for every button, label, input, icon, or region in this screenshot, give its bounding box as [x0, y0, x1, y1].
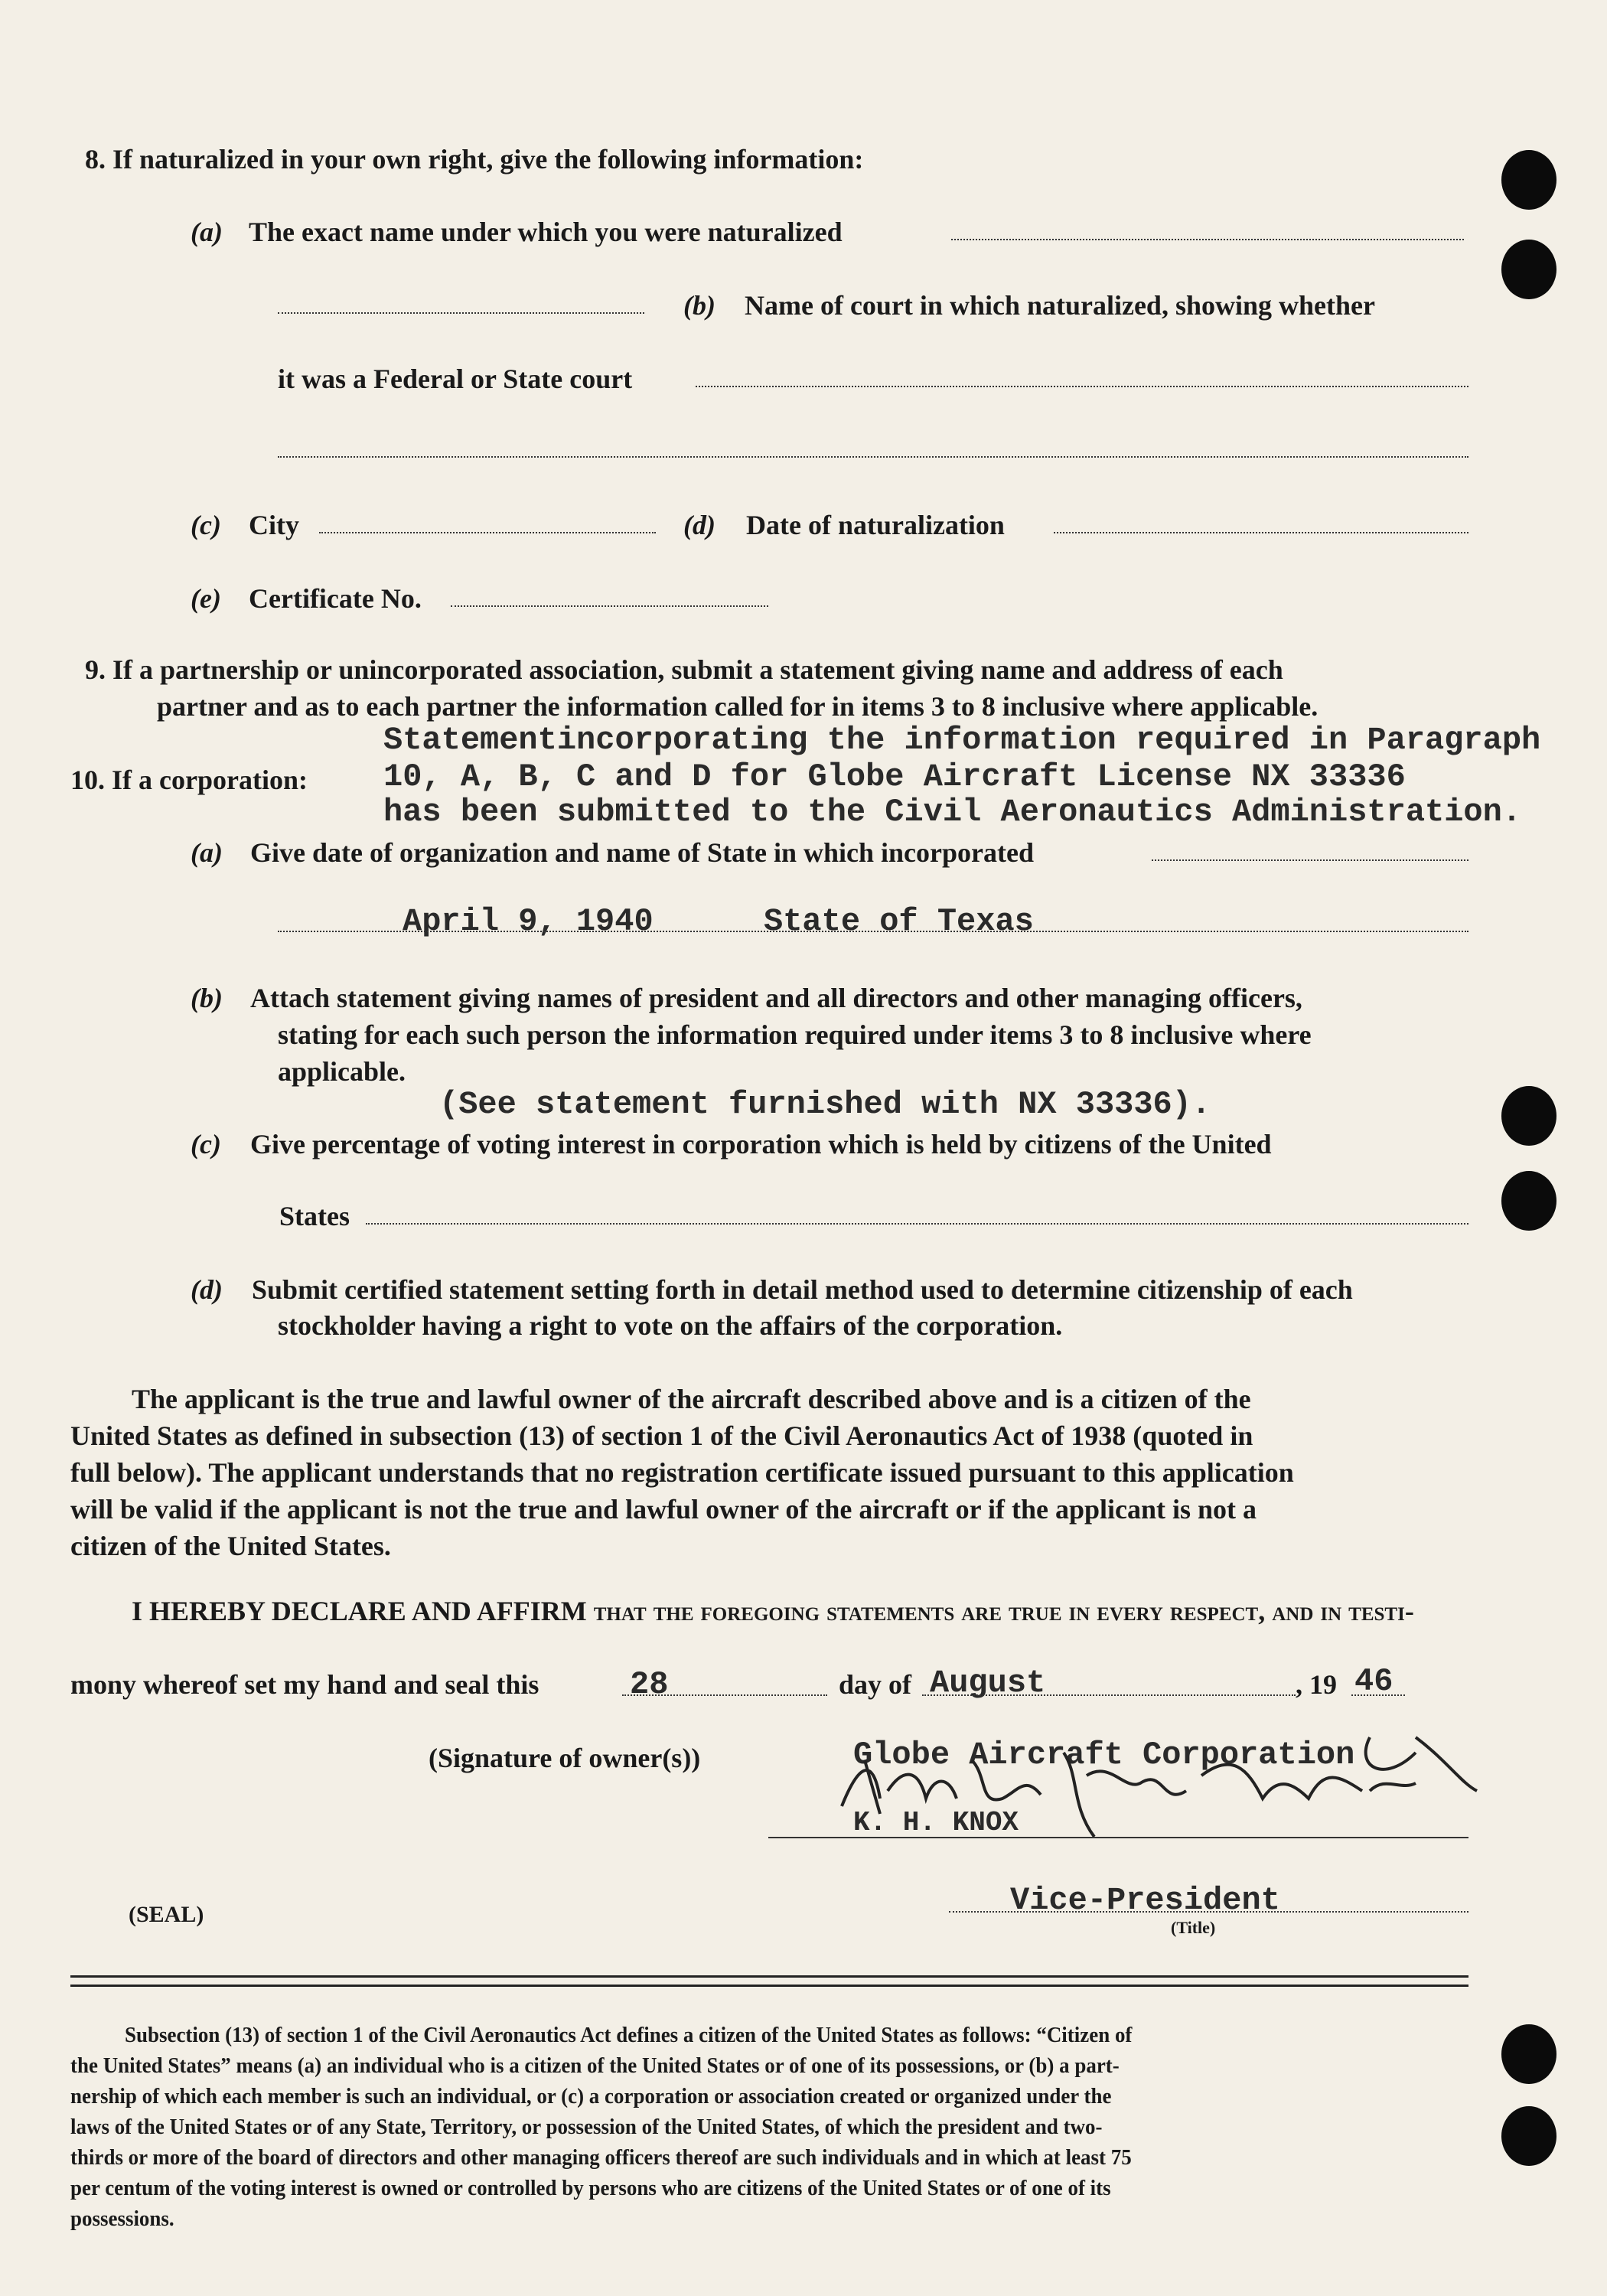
- item9-line1: 9. If a partnership or unincorporated association, submit a statement giving name and address of each: [85, 654, 1283, 685]
- city-field[interactable]: [319, 532, 656, 533]
- certificate-number-field[interactable]: [451, 605, 768, 607]
- item9-line2: partner and as to each partner the information called for in items 3 to 8 inclusive where applicable.: [157, 691, 1319, 722]
- naturalized-name-field-cont[interactable]: [278, 312, 644, 314]
- footnote-line: thirds or more of the board of directors and other managing officers thereof are such individuals and in which at least 75: [70, 2145, 1132, 2170]
- court-field-cont[interactable]: [278, 456, 1468, 458]
- year-field[interactable]: [1351, 1694, 1405, 1696]
- item8-c-text: City: [249, 510, 299, 540]
- item8-e-label: (e): [191, 583, 221, 614]
- item8-b-text: Name of court in which naturalized, showing whether: [745, 290, 1375, 321]
- affirmation-line: will be valid if the applicant is not the true and lawful owner of the aircraft or if the applicant is not a: [70, 1494, 1257, 1525]
- item10-c-cont: States: [279, 1201, 350, 1231]
- declaration-line2: mony whereof set my hand and seal this: [70, 1669, 539, 1700]
- naturalization-date-field[interactable]: [1054, 532, 1468, 533]
- affirmation-line: full below). The applicant understands that no registration certificate issued pursuant to this application: [70, 1457, 1294, 1488]
- title-label: (Title): [1171, 1918, 1216, 1937]
- signature-line[interactable]: [768, 1837, 1468, 1838]
- footnote-line: nership of which each member is such an individual, or (c) a corporation or association created or organized under the: [70, 2084, 1112, 2108]
- affirmation-line: citizen of the United States.: [70, 1531, 391, 1561]
- punch-hole: [1501, 150, 1556, 210]
- footnote-line: possessions.: [70, 2206, 174, 2231]
- seal-label: (SEAL): [129, 1902, 204, 1927]
- item8-d-label: (d): [683, 510, 715, 540]
- owner-name: Globe Aircraft Corporation: [853, 1737, 1355, 1773]
- item8-b-label: (b): [683, 290, 715, 321]
- footnote-line: per centum of the voting interest is owned or controlled by persons who are citizens of the United States or of one of its: [70, 2176, 1111, 2200]
- footnote-line: the United States” means (a) an individual who is a citizen of the United States or of one of its possessions, or (b) a part-: [70, 2053, 1120, 2078]
- item8-e-text: Certificate No.: [249, 583, 422, 614]
- typed-note-line: 10, A, B, C and D for Globe Aircraft License NX 33336: [383, 758, 1406, 795]
- item10-c-text: Give percentage of voting interest in corporation which is held by citizens of the United: [250, 1129, 1272, 1159]
- item8-c-label: (c): [191, 510, 221, 540]
- declaration-day[interactable]: 28: [630, 1666, 669, 1703]
- month-field[interactable]: [922, 1694, 1296, 1696]
- punch-hole: [1501, 2106, 1556, 2166]
- organization-date[interactable]: April 9, 1940: [403, 903, 654, 940]
- item10-d-label: (d): [191, 1274, 223, 1305]
- item10-a-text: Give date of organization and name of State in which incorporated: [250, 837, 1034, 868]
- punch-hole: [1501, 2024, 1556, 2084]
- declaration-line1: I HEREBY DECLARE AND AFFIRM that the foregoing statements are true in every respect, and in testi-: [132, 1596, 1414, 1626]
- signer-name: K. H. KNOX: [853, 1807, 1019, 1838]
- item8-d-text: Date of naturalization: [746, 510, 1005, 540]
- item8-a-label: (a): [191, 217, 223, 247]
- court-field[interactable]: [696, 386, 1468, 387]
- signature-label: (Signature of owner(s)): [429, 1743, 701, 1773]
- organization-field[interactable]: [1152, 859, 1468, 861]
- item10-b-line: stating for each such person the information required under items 3 to 8 inclusive where: [278, 1019, 1312, 1050]
- year-prefix: , 19: [1296, 1669, 1337, 1700]
- item8-heading: 8. If naturalized in your own right, give the following information:: [85, 144, 864, 174]
- footnote-line: Subsection (13) of section 1 of the Civil Aeronautics Act defines a citizen of the United States as follows: “Citizen of: [125, 2023, 1133, 2047]
- day-of-label: day of: [839, 1669, 912, 1700]
- item10-d-line: Submit certified statement setting forth in detail method used to determine citizenship of each: [252, 1274, 1353, 1305]
- footnote-line: laws of the United States or of any State, Territory, or possession of the United States, of which the president and two-: [70, 2115, 1103, 2139]
- declaration-year[interactable]: 46: [1354, 1663, 1393, 1700]
- item10-b-line: Attach statement giving names of president and all directors and other managing officers,: [250, 983, 1302, 1013]
- title-value: Vice-President: [1010, 1882, 1280, 1919]
- typed-note-line: Statementincorporating the information required in Paragraph: [383, 722, 1541, 758]
- naturalized-name-field[interactable]: [951, 239, 1464, 240]
- title-line[interactable]: [949, 1911, 1468, 1913]
- divider: [70, 1985, 1468, 1987]
- voting-percentage-field[interactable]: [366, 1223, 1468, 1225]
- item10-d-line: stockholder having a right to vote on the affairs of the corporation.: [278, 1310, 1063, 1341]
- item8-b-cont: it was a Federal or State court: [278, 364, 633, 394]
- affirmation-line: The applicant is the true and lawful owner of the aircraft described above and is a citizen of the: [132, 1384, 1251, 1414]
- affirmation-line: United States as defined in subsection (13) of section 1 of the Civil Aeronautics Act of 1938 (quoted in: [70, 1420, 1253, 1451]
- declaration-month[interactable]: August: [930, 1665, 1046, 1701]
- item8-a-text: The exact name under which you were naturalized: [249, 217, 843, 247]
- divider: [70, 1975, 1468, 1978]
- item10-b-label: (b): [191, 983, 223, 1013]
- item10-a-label: (a): [191, 837, 223, 868]
- item10-b-line: applicable.: [278, 1056, 406, 1087]
- punch-hole: [1501, 240, 1556, 299]
- day-field[interactable]: [622, 1694, 827, 1696]
- punch-hole: [1501, 1171, 1556, 1231]
- item10-b-typed: (See statement furnished with NX 33336).: [439, 1086, 1211, 1123]
- item10-c-label: (c): [191, 1129, 221, 1159]
- organization-field-cont[interactable]: [278, 931, 1468, 932]
- typed-note-line: has been submitted to the Civil Aeronautics Administration.: [383, 794, 1522, 830]
- incorporation-state[interactable]: State of Texas: [764, 903, 1034, 940]
- item10-heading: 10. If a corporation:: [70, 765, 308, 795]
- punch-hole: [1501, 1086, 1556, 1146]
